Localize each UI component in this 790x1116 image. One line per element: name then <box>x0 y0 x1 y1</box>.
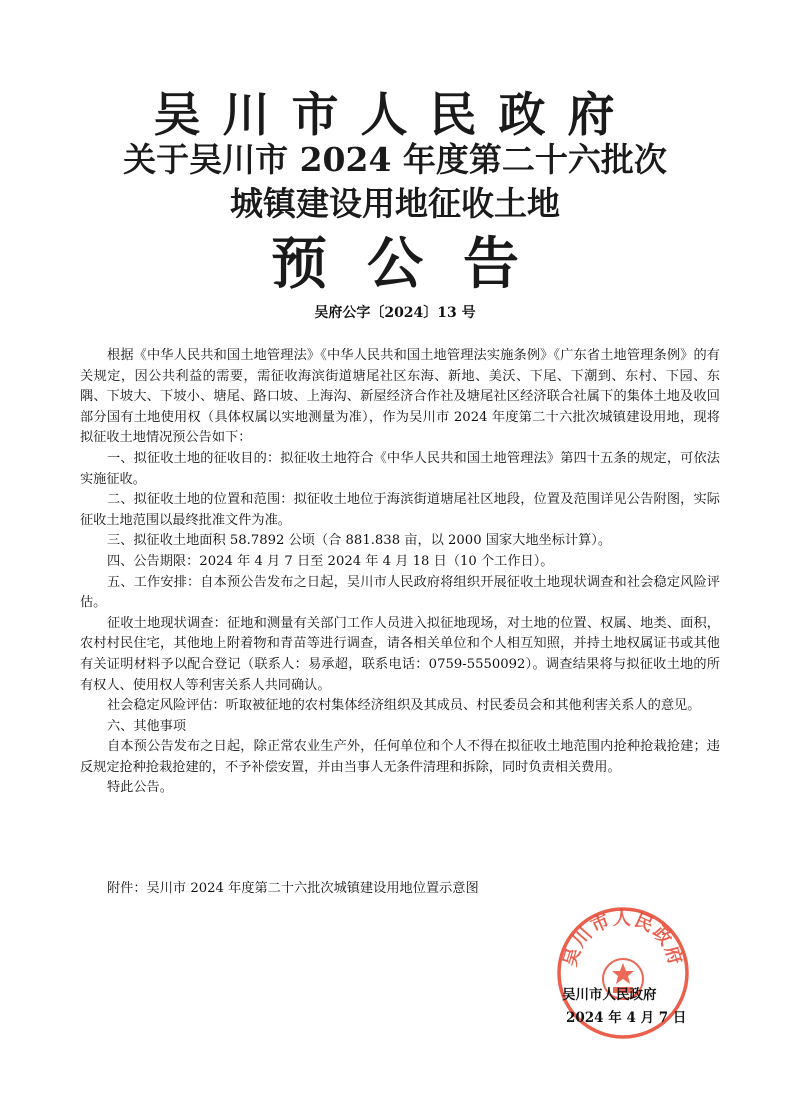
signature-organization: 吴川市人民政府 <box>562 987 657 1003</box>
paragraph-intro: 根据《中华人民共和国土地管理法》《中华人民共和国土地管理法实施条例》《广东省土地管理条例》的有关规定，因公共利益的需要，需征收海滨街道塘尾社区东海、新地、美沃、下尾、下潮到、东村、下园、东隅、下坡大、下坡小、塘尾、路口坡、上海沟、新屋经济合作社及塘尾社区经济联合社属下的集体土地及收回部分国有土地使用权（具体权属以实地测量为准），作为吴川市 2024 年度第二十六批次城镇建设用地，现将拟征收土地情况预公告如下： <box>80 348 720 446</box>
attachment-line: 附件：吴川市 2024 年度第二十六批次城镇建设用地位置示意图 <box>107 881 479 896</box>
notice-body <box>80 346 720 799</box>
paragraph-arrangement: 五、工作安排：自本预公告发布之日起，吴川市人民政府将组织开展征收土地现状调查和社会稳定风险评估。 <box>80 574 720 611</box>
paragraph-area: 三、拟征收土地面积 58.7892 公顷（合 881.838 亩，以 2000 国家大地坐标计算）。 <box>107 533 612 549</box>
paragraph-other-heading: 六、其他事项 <box>107 718 187 734</box>
issuer-title: 吴川市人民政府 <box>153 88 637 143</box>
document-number: 吴府公字〔2024〕13 号 <box>314 305 476 321</box>
paragraph-survey: 征收土地现状调查：征地和测量有关部门工作人员进入拟征地现场，对土地的位置、权属、地类、面积，农村村民住宅，其他地上附着物和青苗等进行调查，请各相关单位和个人相互知照，并持土地权属证书或其他有关证明材料予以配合登记（联系人：易承超，联系电话：0759-5550092）。调查结果将与拟征收土地的所有权人、使用权人等利害关系人共同确认。 <box>80 615 720 693</box>
paragraph-period: 四、公告期限：2024 年 4 月 7 日至 2024 年 4 月 18 日（10 个工作日）。 <box>107 553 554 569</box>
notice-title-line-1: 关于吴川市 2024 年度第二十六批次 <box>123 140 667 179</box>
paragraph-closing: 特此公告。 <box>107 780 173 796</box>
notice-title-line-2: 城镇建设用地征收土地 <box>230 184 560 223</box>
paragraph-other-matters: 自本预公告发布之日起，除正常农业生产外，任何单位和个人不得在拟征收土地范围内抢种抢栽抢建；违反规定抢种抢栽抢建的，不予补偿安置，并由当事人无条件清理和拆除，同时负责相关费用。 <box>80 739 720 775</box>
svg-text:吴川市人民政府: 吴川市人民政府 <box>559 908 687 969</box>
notice-title-line-3: 预公告 <box>271 231 559 297</box>
paragraph-location: 二、拟征收土地的位置和范围：拟征收土地位于海滨街道塘尾社区地段，位置及范围详见公告附图，实际征收土地范围以最终批准文件为准。 <box>80 492 720 528</box>
paragraph-risk-assessment: 社会稳定风险评估：听取被征地的农村集体经济组织及其成员、村民委员会和其他利害关系人的意见。 <box>107 698 701 714</box>
signature-date: 2024 年 4 月 7 日 <box>566 1010 687 1026</box>
paragraph-purpose: 一、拟征收土地的征收目的：拟征收土地符合《中华人民共和国土地管理法》第四十五条的规定，可依法实施征收。 <box>80 450 720 487</box>
